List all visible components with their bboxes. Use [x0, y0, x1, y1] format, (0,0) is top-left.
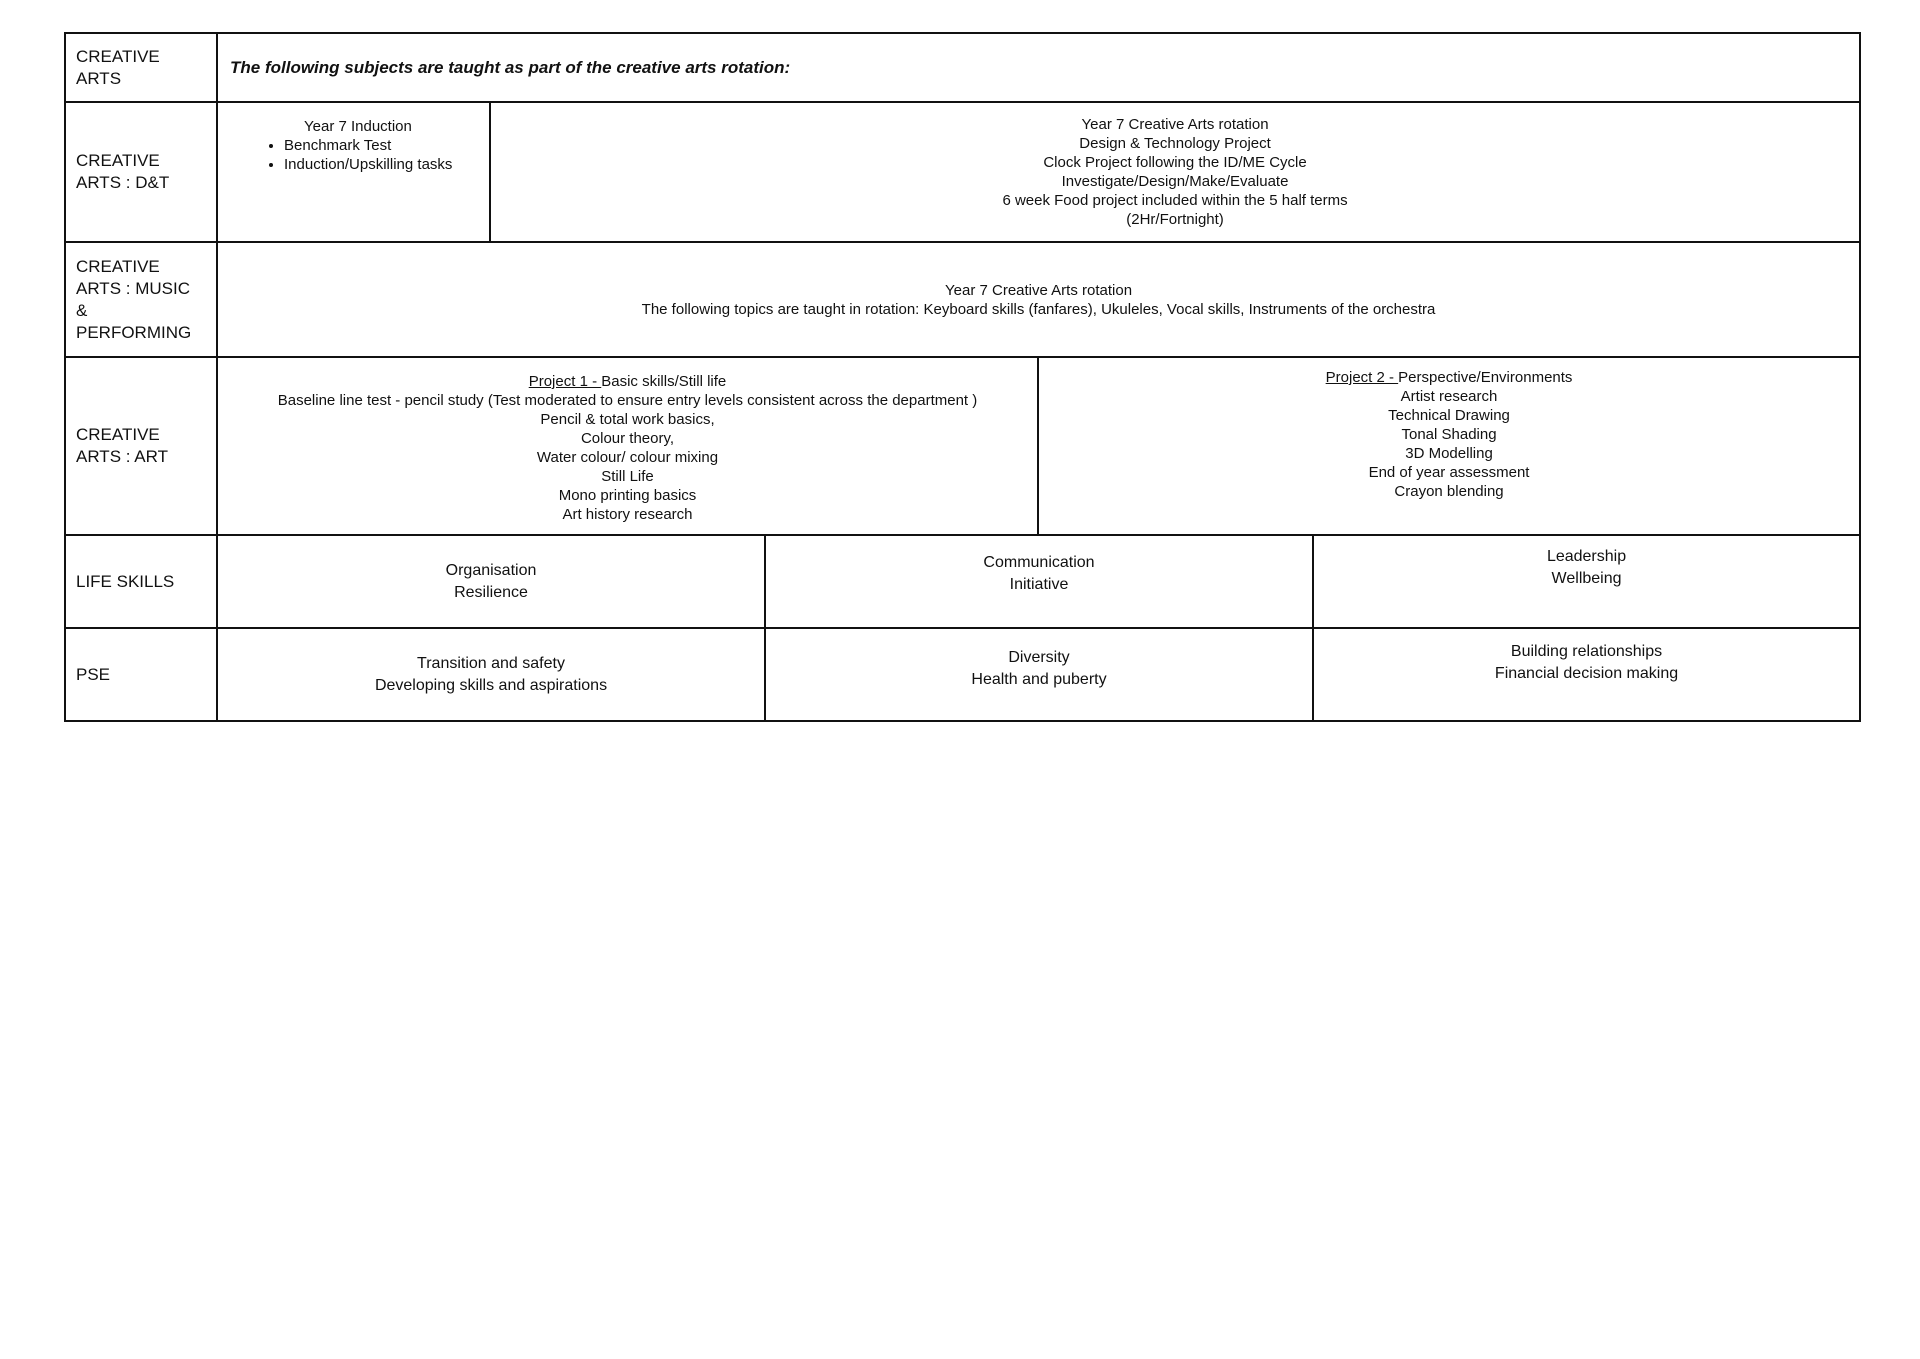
- subject-art: CREATIVE ARTS : ART: [65, 357, 217, 535]
- list-item: • Benchmark Test: [284, 136, 481, 155]
- life-skill-item: Leadership: [1546, 548, 1627, 565]
- music-line: Year 7 Creative Arts rotation: [945, 281, 1133, 299]
- art-project2-line: Tonal Shading: [1401, 426, 1497, 443]
- subject-dt: CREATIVE ARTS : D&T: [65, 102, 217, 242]
- row-life-skills: [65, 535, 1860, 628]
- dt-rotation-line: Clock Project following the ID/ME Cycle: [1043, 154, 1307, 171]
- life-skill-item: Organisation: [445, 561, 537, 579]
- pse-cell: [217, 628, 765, 721]
- art-project2-line: Crayon blending: [1394, 483, 1504, 500]
- art-project1-title: Basic skills/Still life: [601, 373, 727, 390]
- pse-cell: [1313, 628, 1860, 721]
- row-art: [65, 357, 1860, 535]
- dt-rotation-line: Investigate/Design/Make/Evaluate: [1061, 173, 1289, 190]
- pse-item: Developing skills and aspirations: [374, 677, 608, 694]
- art-project1-line: Art history research: [562, 506, 693, 523]
- life-skill-item: Initiative: [1009, 576, 1069, 593]
- dt-induction-cell: [217, 102, 490, 242]
- dt-rotation-line: 6 week Food project included within the 5 half terms: [1002, 192, 1348, 209]
- life-skills-cell: [217, 535, 765, 628]
- art-project1-line: Mono printing basics: [558, 487, 697, 504]
- art-project1-line: Still Life: [601, 468, 654, 485]
- art-project2-heading: [1047, 368, 1851, 387]
- row-pse: [65, 628, 1860, 721]
- dt-induction-list: [226, 136, 481, 174]
- art-project1-line: Water colour/ colour mixing: [536, 449, 719, 466]
- art-project1-heading: [226, 372, 1029, 391]
- art-project2-cell: [1038, 357, 1860, 535]
- subject-life-skills: LIFE SKILLS: [65, 535, 217, 628]
- art-project2-line: Technical Drawing: [1388, 407, 1510, 424]
- pse-item: Financial decision making: [1494, 665, 1679, 682]
- dt-rotation-line: (2Hr/Fortnight): [1126, 211, 1224, 228]
- curriculum-table: [64, 32, 1861, 722]
- pse-cell: [765, 628, 1313, 721]
- music-cell: [217, 242, 1860, 357]
- pse-item: Transition and safety: [417, 655, 565, 672]
- art-project2-line: End of year assessment: [1368, 464, 1530, 481]
- list-item: • Induction/Upskilling tasks: [284, 155, 481, 174]
- life-skills-cell: [1313, 535, 1860, 628]
- pse-item: Health and puberty: [971, 671, 1107, 688]
- art-project1-cell: [217, 357, 1038, 535]
- row-music: [65, 242, 1860, 357]
- art-project1-label: Project 1 -: [528, 373, 602, 390]
- subject-pse: PSE: [65, 628, 217, 721]
- life-skills-cell: [765, 535, 1313, 628]
- life-skill-item: Wellbeing: [1551, 570, 1622, 587]
- creative-arts-intro: The following subjects are taught as part of the creative arts rotation:: [217, 33, 1860, 102]
- subject-music: CREATIVE ARTS : MUSIC & PERFORMING: [65, 242, 217, 357]
- dt-rotation-line: Year 7 Creative Arts rotation: [1081, 116, 1269, 133]
- pse-item: Building relationships: [1510, 643, 1663, 660]
- row-creative-arts: [65, 33, 1860, 102]
- art-project1-line: Pencil & total work basics,: [540, 411, 715, 428]
- art-project2-title: Perspective/Environments: [1398, 369, 1573, 386]
- life-skill-item: Resilience: [454, 583, 528, 601]
- life-skill-item: Communication: [983, 554, 1095, 571]
- art-project2-line: Artist research: [1400, 388, 1498, 405]
- art-project1-line: Baseline line test - pencil study (Test moderated to ensure entry levels consistent across the department ): [277, 392, 978, 409]
- art-project2-label: Project 2 -: [1325, 369, 1399, 386]
- pse-item: Diversity: [1008, 649, 1070, 666]
- music-line: The following topics are taught in rotation: Keyboard skills (fanfares), Ukuleles, Vocal skills, Instruments of the orchestra: [641, 300, 1436, 318]
- subject-creative-arts: CREATIVE ARTS: [65, 33, 217, 102]
- dt-rotation-line: Design & Technology Project: [1079, 135, 1271, 152]
- dt-induction-title: Year 7 Induction: [304, 118, 412, 135]
- dt-rotation-cell: [490, 102, 1860, 242]
- row-dt: [65, 102, 1860, 242]
- art-project2-line: 3D Modelling: [1405, 445, 1493, 462]
- art-project1-line: Colour theory,: [580, 430, 675, 447]
